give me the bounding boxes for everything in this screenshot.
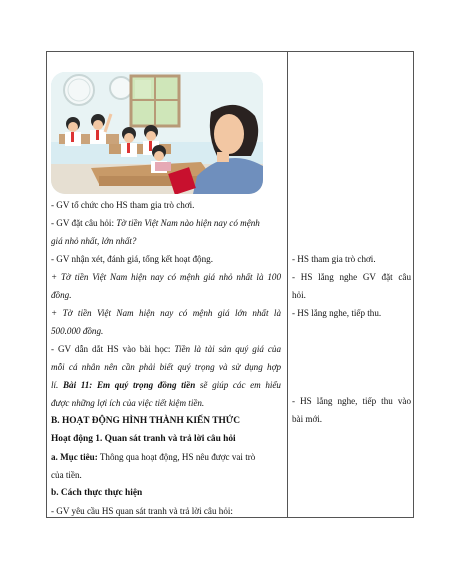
student-line-4: - HS lắng nghe, tiếp thu. [292,308,382,318]
student-line-5: - HS lắng nghe, tiếp thu vào [292,396,411,406]
method-heading: b. Cách thực thực hiện [51,488,143,498]
lesson-table [46,51,414,518]
text-line-10: mỗi cá nhân nên cần phải biết quý trọng và sử dụng hợp [51,362,281,372]
text-line-5: + Tờ tiền Việt Nam hiện nay có mệnh giá nhỏ nhất là 100 [51,272,281,282]
text-line-6: đồng. [51,290,72,300]
text-line-2: - GV đặt câu hỏi: Tờ tiền Việt Nam nào hiện nay có mệnh [51,218,260,228]
text-line-7: + Tờ tiền Việt Nam hiện nay có mệnh giá lớn nhất là [51,308,281,318]
text-line-4: - GV nhận xét, đánh giá, tổng kết hoạt động. [51,254,213,264]
text-line-11: lí. Bài 11: Em quý trọng đồng tiền sẽ giúp các em hiểu [51,380,281,390]
classroom-illustration [51,72,263,194]
goal-line-2: của tiền. [51,470,82,480]
student-line-1: - HS tham gia trò chơi. [292,254,376,264]
text-line-9: - GV dẫn dắt HS vào bài học: Tiền là tài sản quý giá của [51,344,281,354]
student-line-2: - HS lắng nghe GV đặt câu [292,272,411,282]
student-line-3: hỏi. [292,290,306,300]
text-line-12: được những lợi ích của việc tiết kiệm tiền. [51,398,205,408]
student-line-6: bài mới. [292,414,323,424]
text-line-last: - GV yêu cầu HS quan sát tranh và trả lời câu hỏi: [51,506,233,516]
text-line-3: giá nhỏ nhất, lớn nhất? [51,236,137,246]
column-divider [287,52,288,517]
text-line-8: 500.000 đồng. [51,326,104,336]
goal-line: a. Mục tiêu: Thông qua hoạt động, HS nêu được vai trò [51,452,256,462]
section-heading: B. HOẠT ĐỘNG HÌNH THÀNH KIẾN THỨC [51,416,241,426]
activity-heading: Hoạt động 1. Quan sát tranh và trả lời câu hỏi [51,434,236,444]
text-line-1: - GV tổ chức cho HS tham gia trò chơi. [51,200,195,210]
